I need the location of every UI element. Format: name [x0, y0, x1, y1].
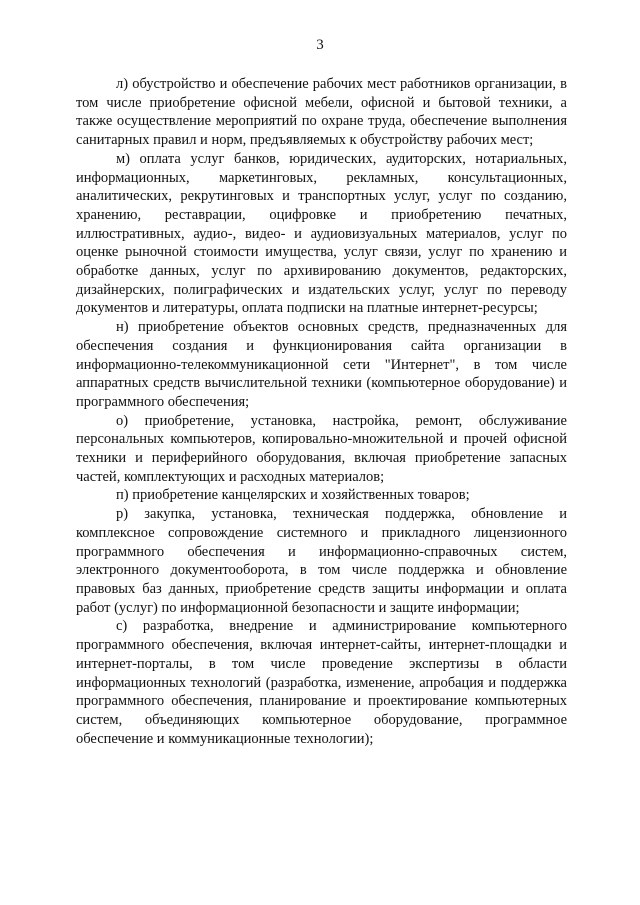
list-item-m: м) оплата услуг банков, юридических, аудиторских, нотариальных, информационных, маркетинговых, рекламных, консультационных, аналитических, рекрутинговых и транспортных услуг, услуг по созданию, хранению, реставрации, оцифровке и приобретению печатных, иллюстративных, аудио-, видео- и аудиовизуальных материалов, услуг по оценке рыночной стоимости имущества, услуг связи, услуг по хранению и обработке данных, услуг по архивированию документов, редакторских, дизайнерских, полиграфических и издательских услуг, услуг по переводу документов и литературы, оплата подписки на платные интернет-ресурсы; [76, 150, 567, 317]
document-body [76, 75, 567, 748]
list-item-s: с) разработка, внедрение и администрирование компьютерного программного обеспечения, включая интернет-сайты, интернет-площадки и интернет-порталы, в том числе проведение экспертизы в области информационных технологий (разработка, изменение, апробация и поддержка программного обеспечения, планирование и проектирование компьютерных систем, объединяющих компьютерное оборудование, программное обеспечение и коммуникационные технологии); [76, 618, 567, 747]
list-item-r: р) закупка, установка, техническая поддержка, обновление и комплексное сопровождение системного и прикладного лицензионного программного обеспечения и информационно-справочных систем, электронного документооборота, в том числе поддержка и обновление правовых баз данных, приобретение средств защиты информации и оплата работ (услуг) по информационной безопасности и защите информации; [76, 506, 567, 616]
list-item-o: о) приобретение, установка, настройка, ремонт, обслуживание персональных компьютеров, копировально-множительной и прочей офисной техники и периферийного оборудования, включая приобретение запасных частей, комплектующих и расходных материалов; [76, 412, 567, 485]
list-item-l: л) обустройство и обеспечение рабочих мест работников организации, в том числе приобретение офисной мебели, офисной и бытовой техники, а также осуществление мероприятий по охране труда, обеспечение выполнения санитарных правил и норм, предъявляемых к обустройству рабочих мест; [76, 76, 567, 149]
page-number: 3 [316, 37, 324, 53]
list-item-n: н) приобретение объектов основных средств, предназначенных для обеспечения создания и функционирования сайта организации в информационно-телекоммуникационной сети "Интернет", в том числе аппаратных средств вычислительной техники (компьютерное оборудование) и программного обеспечения; [76, 319, 567, 410]
list-item-p: п) приобретение канцелярских и хозяйственных товаров; [116, 487, 470, 504]
